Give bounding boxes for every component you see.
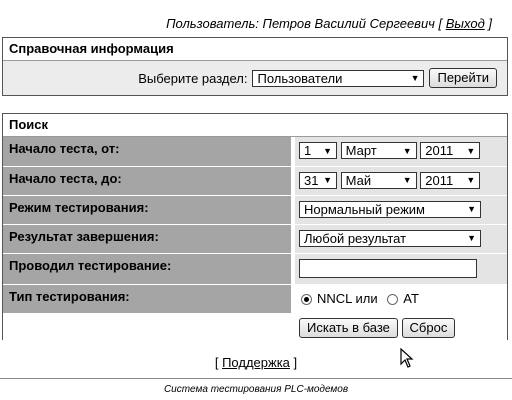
section-select-value: Пользователи: [257, 70, 343, 86]
row-buttons: [3, 313, 507, 341]
triangle-down-icon: ▼: [410, 73, 420, 83]
user-name: Пользователь: Петров Василий Сергеевич [: [166, 16, 446, 31]
date-to-day-select[interactable]: [299, 172, 337, 189]
radio-nncl-label: NNCL или: [317, 290, 378, 306]
triangle-down-icon: ▼: [323, 175, 332, 186]
result-select-value: Любой результат: [304, 230, 407, 246]
mode-select[interactable]: [299, 201, 481, 218]
date-to-year-select[interactable]: [420, 172, 480, 189]
result-label: Результат завершения:: [3, 224, 293, 253]
reference-row: [138, 68, 497, 88]
date-to-year-value: 2011: [425, 172, 454, 188]
date-from-label: Начало теста, от:: [3, 137, 293, 166]
search-panel: [2, 113, 508, 340]
triangle-down-icon: ▼: [402, 145, 412, 156]
reset-button[interactable]: Сброс: [402, 318, 456, 338]
search-form: [3, 137, 507, 341]
date-from-year-select[interactable]: [420, 142, 480, 159]
section-select[interactable]: [252, 70, 424, 87]
row-tester: [3, 253, 507, 284]
user-info: [166, 16, 492, 31]
triangle-down-icon: ▼: [402, 175, 412, 186]
date-to-day-value: 31: [304, 172, 319, 188]
mode-label: Режим тестирования:: [3, 195, 293, 224]
support-line: [0, 355, 512, 370]
go-button[interactable]: Перейти: [429, 68, 497, 88]
logout-link[interactable]: Выход: [445, 16, 485, 31]
type-label: Тип тестирования:: [3, 284, 293, 313]
footer-text: Система тестирования PLC-модемов: [163, 384, 349, 395]
support-prefix: [: [214, 355, 223, 370]
result-select[interactable]: [299, 230, 481, 247]
search-button[interactable]: Искать в базе: [299, 318, 398, 338]
row-type: [3, 284, 507, 313]
radio-at[interactable]: [387, 294, 398, 305]
user-suffix: ]: [484, 16, 492, 31]
row-date-to: [3, 166, 507, 195]
support-suffix: ]: [289, 355, 298, 370]
row-result: [3, 224, 507, 253]
mode-select-value: Нормальный режим: [304, 201, 425, 217]
date-from-year-value: 2011: [425, 143, 454, 159]
footer-divider: [0, 378, 512, 379]
row-date-from: [3, 137, 507, 166]
date-from-day-value: 1: [304, 143, 312, 159]
section-label: Выберите раздел:: [138, 70, 248, 86]
triangle-down-icon: ▼: [323, 145, 332, 156]
reference-title: Справочная информация: [3, 38, 507, 61]
reference-panel: [2, 37, 508, 96]
triangle-down-icon: ▼: [466, 145, 476, 156]
mouse-pointer-icon: [400, 348, 414, 368]
triangle-down-icon: ▼: [467, 233, 476, 244]
row-mode: [3, 195, 507, 224]
tester-input[interactable]: [299, 259, 477, 278]
date-from-month-select[interactable]: [341, 142, 417, 159]
support-link[interactable]: Поддержка: [222, 355, 290, 370]
search-title: Поиск: [3, 114, 507, 137]
radio-nncl[interactable]: [301, 294, 312, 305]
tester-label: Проводил тестирование:: [3, 253, 293, 284]
date-to-label: Начало теста, до:: [3, 166, 293, 195]
date-from-day-select[interactable]: [299, 142, 337, 159]
triangle-down-icon: ▼: [467, 204, 476, 215]
date-to-month-select[interactable]: [341, 172, 417, 189]
radio-at-label: AT: [403, 290, 419, 306]
triangle-down-icon: ▼: [466, 175, 476, 186]
date-from-month-value: Март: [345, 143, 377, 159]
date-to-month-value: Май: [345, 172, 372, 188]
